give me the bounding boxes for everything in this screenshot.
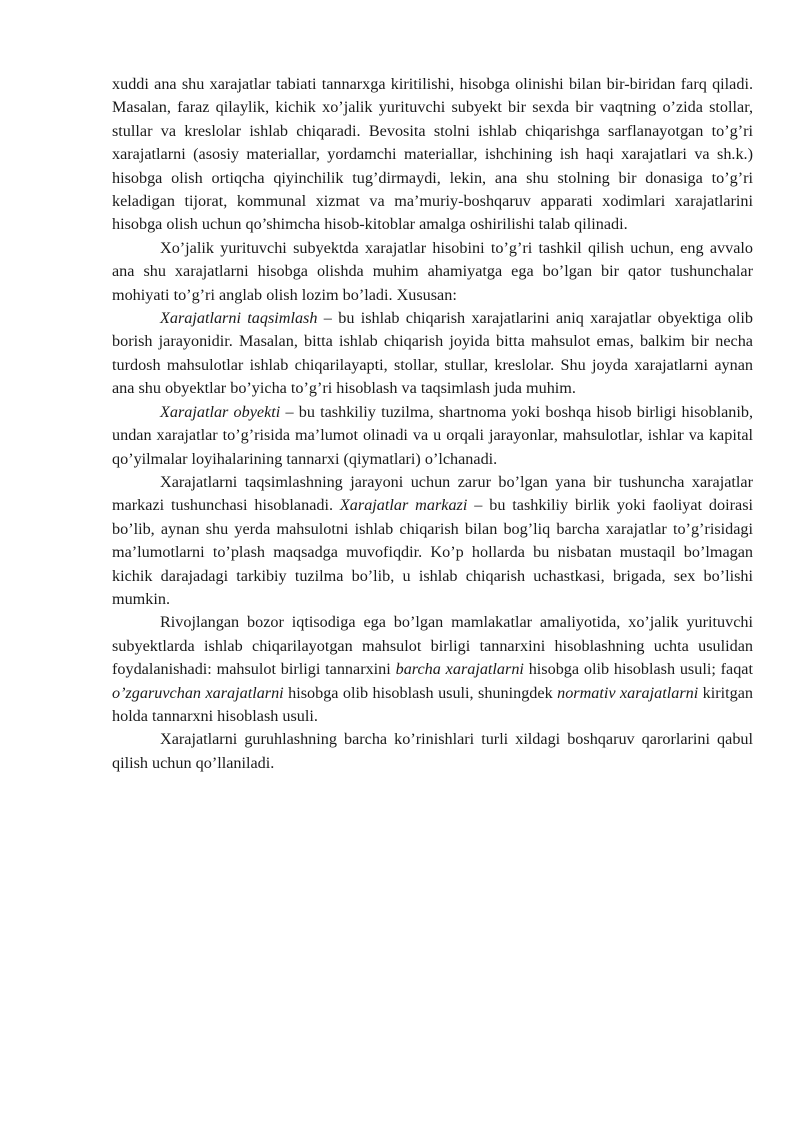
paragraph-text: Rivojlangan bozor iqtisodiga ega bo’lgan mamlakatlar amaliyotida, xo’jalik yurituvchi subyektlarda ishlab chiqarilayotgan mahsulot birligi tannarxini hisoblashning uchta usulidan foydalanishadi: mahsulot birligi tannarxini [112,613,753,679]
term-barcha-xarajatlarni: barcha xarajatlarni [395,660,524,679]
term-normativ-xarajatlarni: normativ xarajatlarni [557,683,699,702]
paragraph-text: Xo’jalik yurituvchi subyektda xarajatlar hisobini to’g’ri tashkil qilish uchun, eng avvalo ana shu xarajatlarni hisobga olishda muhim ahamiyatga ega bo’lgan bir qator tushunchalar mohiyati to’g’ri anglab olish lozim bo’ladi. Xususan: [112,238,753,304]
paragraph-1 [112,73,753,237]
paragraph-text: kiritgan holda tannarxni hisoblash usuli. [112,683,753,725]
paragraph-text: xuddi ana shu xarajatlar tabiati tannarxga kiritilishi, hisobga olinishi bilan bir-biridan farq qiladi. Masalan, faraz qilaylik, kichik xo’jalik yurituvchi subyekt bir sexda bir vaqtning o’zida stollar, stullar va kreslolar ishlab chiqaradi. Bevosita stolni ishlab chiqarishga sarflanayotgan to’g’ri xarajatlarni (asosiy materiallar, yordamchi materiallar, ishchining ish haqi xarajatlari va sh.k.) hisobga olish ortiqcha qiyinchilik tug’dirmaydi, lekin, ana shu stolning bir donasiga to’g’ri keladigan tijorat, kommunal xizmat va ma’muriy-boshqaruv apparati xodimlari xarajatlarini hisobga olish uchun qo’shimcha hisob-kitoblar amalga oshirilishi talab qilinadi. [112,75,753,234]
paragraph-7 [112,728,753,775]
paragraph-text: – bu tashkiliy birlik yoki faoliyat doirasi bo’lib, aynan shu yerda mahsulotni ishlab chiqarish bilan bog’liq barcha xarajatlar to’g’risidagi ma’lumotlarni to’plash maqsadga muvofiqdir. Ko’p hollarda bu nisbatan mustaqil bo’lmagan kichik darajadagi tarkibiy tuzilma bo’lib, u ishlab chiqarish uchastkasi, brigada, sex bo’lishi mumkin. [112,496,753,608]
paragraph-text: hisobga olib hisoblash usuli; faqat [523,660,753,679]
paragraph-text: – bu ishlab chiqarish xarajatlarini aniq xarajatlar obyektiga olib borish jarayonidir. Masalan, bitta ishlab chiqarish joyida bitta mahsulot emas, balkim bir necha turdosh mahsulotlar ishlab chiqarilayapti, stollar, stullar, kreslolar. Shu joyda xarajatlarni aynan ana shu obyektlar bo’yicha to’g’ri hisoblash va taqsimlash juda muhim. [112,309,753,398]
paragraph-3 [112,307,753,401]
term-xarajatlar-obyekti: Xarajatlar obyekti [160,402,281,421]
document-body [112,73,753,775]
term-xarajatlarni-taqsimlash: Xarajatlarni taqsimlash [160,309,318,328]
term-ozgaruvchan-xarajatlarni: o’zgaruvchan xarajatlarni [112,683,284,702]
paragraph-4 [112,401,753,471]
paragraph-text: hisobga olib hisoblash usuli, shuningdek [283,683,558,702]
paragraph-text: Xarajatlarni taqsimlashning jarayoni uchun zarur bo’lgan yana bir tushuncha xarajatlar markazi tushunchasi hisoblanadi. [112,472,753,515]
paragraph-6 [112,611,753,728]
paragraph-2 [112,237,753,307]
paragraph-5 [112,471,753,611]
paragraph-text: Xarajatlarni guruhlashning barcha ko’rinishlari turli xildagi boshqaruv qarorlarini qabul qilish uchun qo’llaniladi. [112,730,753,772]
paragraph-text: – bu tashkiliy tuzilma, shartnoma yoki boshqa hisob birligi hisoblanib, undan xarajatlar to’g’risida ma’lumot olinadi va u orqali jarayonlar, mahsulotlar, ishlar va kapital qo’yilmalar loyihalarining tannarxi (qiymatlari) o’lchanadi. [112,402,753,468]
term-xarajatlar-markazi: Xarajatlar markazi [339,496,468,515]
